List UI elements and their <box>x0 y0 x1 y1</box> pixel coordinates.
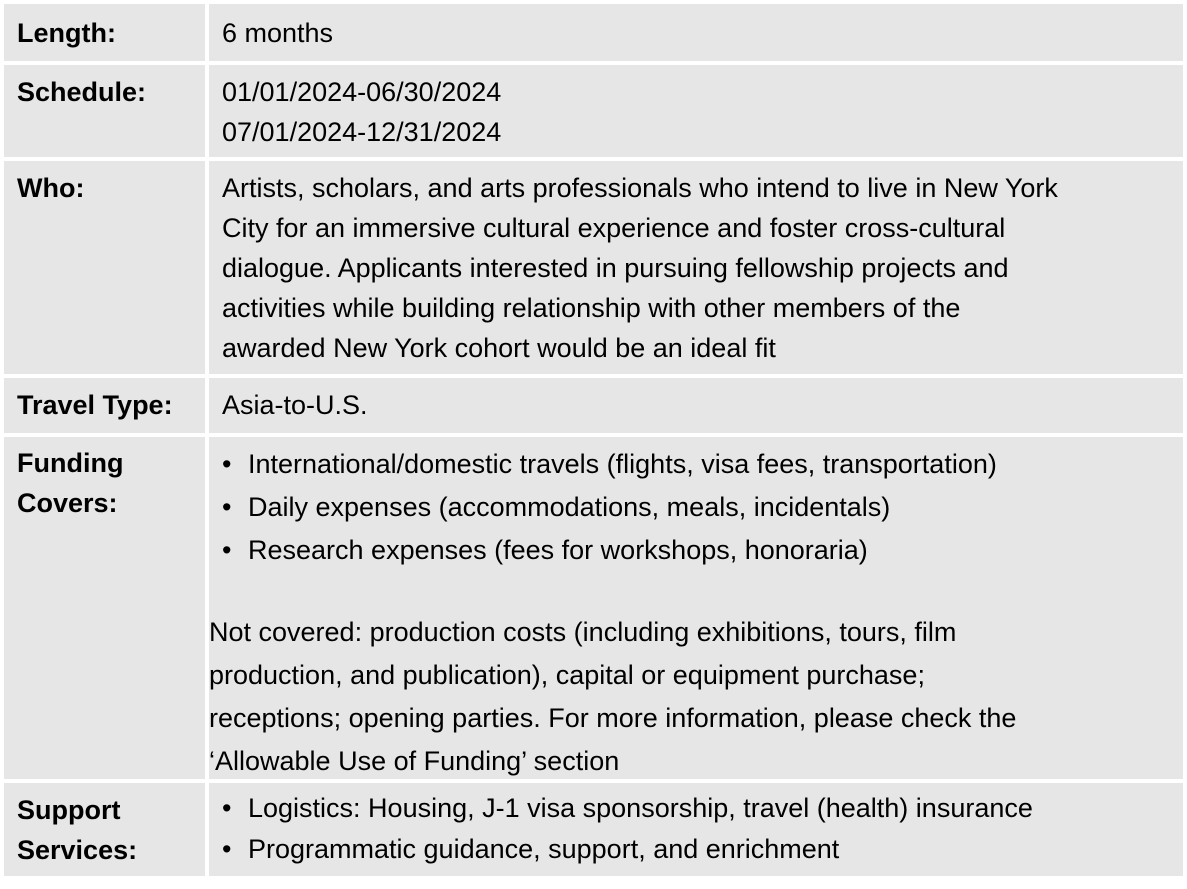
label-cell <box>4 65 205 157</box>
value-cell <box>209 783 1183 876</box>
travel-type-value: Asia-to-U.S. <box>222 390 368 420</box>
value-cell <box>209 161 1183 374</box>
length-value: 6 months <box>222 18 334 48</box>
bullet-item: • Daily expenses (accommodations, meals, incidentals) <box>222 486 1172 529</box>
funding-label-line: Covers: <box>17 488 118 518</box>
schedule-line: 01/01/2024-06/30/2024 <box>222 77 502 107</box>
who-label: Who: <box>17 173 85 203</box>
row-who <box>4 161 1183 374</box>
who-line: activities while building relationship with other members of the <box>222 293 961 323</box>
note-line: ‘Allowable Use of Funding’ section <box>209 746 620 776</box>
support-label <box>17 790 197 870</box>
bullet-item: • Research expenses (fees for workshops, honoraria) <box>222 529 1172 572</box>
note-line: Not covered: production costs (including exhibitions, tours, film <box>209 617 957 647</box>
label-cell <box>4 378 205 433</box>
support-label-line: Services: <box>17 835 138 865</box>
who-line: Artists, scholars, and arts professionals who intend to live in New York <box>222 173 1058 203</box>
bullet-item: • International/domestic travels (flights, visa fees, transportation) <box>222 443 1172 486</box>
support-label-line: Support <box>17 795 121 825</box>
length-label: Length: <box>17 18 116 48</box>
row-travel-type <box>4 378 1183 433</box>
who-description <box>222 168 1172 368</box>
bullet-item: • Programmatic guidance, support, and enrichment <box>222 829 1172 870</box>
funding-label-line: Funding <box>17 448 124 478</box>
value-cell <box>209 378 1183 433</box>
note-line: receptions; opening parties. For more information, please check the <box>209 703 1017 733</box>
value-cell <box>209 65 1183 157</box>
who-line: City for an immersive cultural experience and foster cross-cultural <box>222 213 1006 243</box>
label-cell <box>4 783 205 876</box>
funding-label <box>17 443 197 523</box>
funding-bullet-list <box>222 443 1172 572</box>
who-line: awarded New York cohort would be an ideal fit <box>222 333 776 363</box>
travel-type-label: Travel Type: <box>17 390 173 420</box>
schedule-value <box>222 72 1172 152</box>
row-support-services <box>4 783 1183 876</box>
note-line: production, and publication), capital or equipment purchase; <box>209 660 925 690</box>
who-line: dialogue. Applicants interested in pursuing fellowship projects and <box>222 253 1009 283</box>
schedule-line: 07/01/2024-12/31/2024 <box>222 117 502 147</box>
row-funding-covers <box>4 437 1183 779</box>
schedule-label: Schedule: <box>17 77 147 107</box>
value-cell <box>209 437 1183 779</box>
row-schedule <box>4 65 1183 157</box>
label-cell <box>4 4 205 61</box>
not-covered-note <box>209 611 1169 783</box>
label-cell <box>4 161 205 374</box>
support-bullet-list <box>222 788 1172 870</box>
label-cell <box>4 437 205 779</box>
bullet-item: • Logistics: Housing, J-1 visa sponsorship, travel (health) insurance <box>222 788 1172 829</box>
value-cell <box>209 4 1183 61</box>
row-length <box>4 4 1183 61</box>
